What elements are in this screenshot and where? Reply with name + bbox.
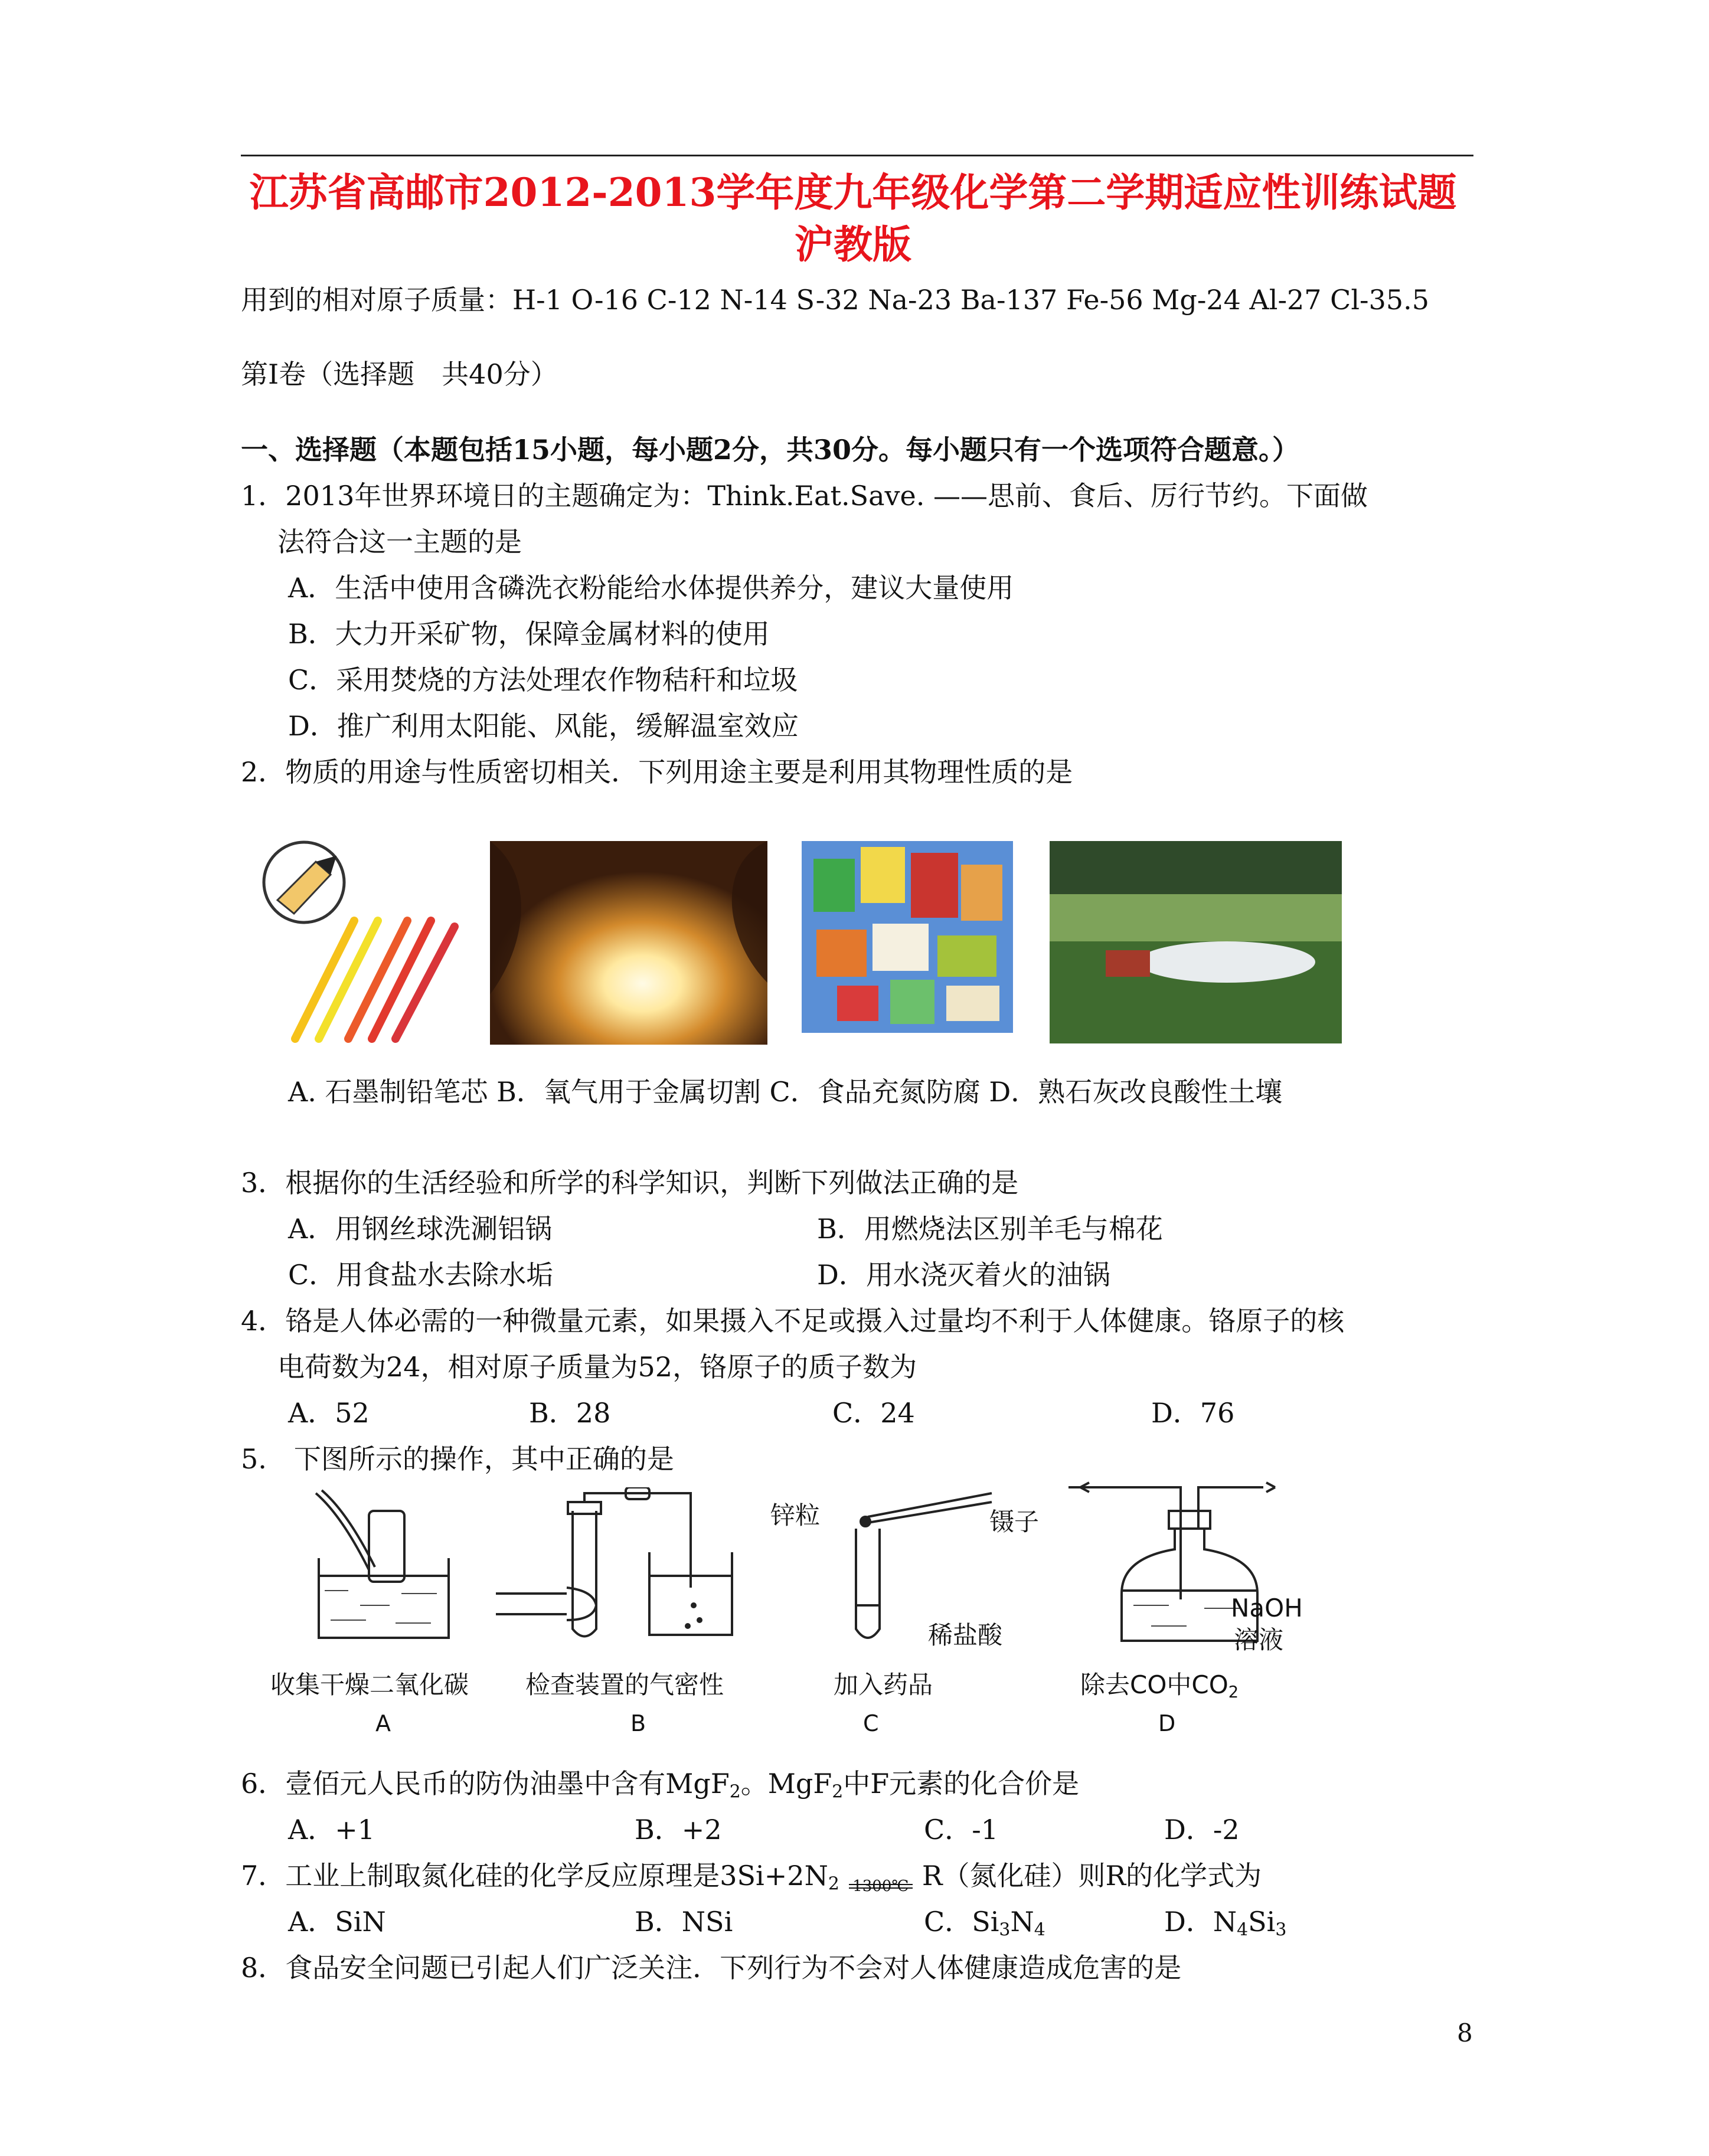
q5-label-zinc: 锌粒 — [770, 1501, 821, 1530]
q5-stem: 5. 下图所示的操作，其中正确的是 — [241, 1443, 674, 1475]
q4-stem: 4．铬是人体必需的一种微量元素，如果摄入不足或摄入过量均不利于人体健康。铬原子的核 — [241, 1305, 1345, 1337]
q5-letter-d: D — [1158, 1710, 1176, 1736]
q7-option-a: A．SiN — [288, 1906, 386, 1938]
q5-letter-a: A — [375, 1710, 391, 1736]
q2-stem: 2．物质的用途与性质密切相关．下列用途主要是利用其物理性质的是 — [241, 756, 1073, 788]
q5-label-tweezers: 镊子 — [989, 1507, 1040, 1536]
section-heading: 一、选择题（本题包括15小题，每小题2分，共30分。每小题只有一个选项符合题意。） — [241, 434, 1300, 466]
q4-option-c: C．24 — [832, 1397, 915, 1429]
q1-option-d: D．推广利用太阳能、风能，缓解温室效应 — [288, 710, 799, 742]
q3-option-b: B．用燃烧法区别羊毛与棉花 — [817, 1213, 1163, 1245]
q1-option-a: A．生活中使用含磷洗衣粉能给水体提供养分，建议大量使用 — [288, 572, 1014, 604]
page-number: 8 — [1457, 2018, 1473, 2047]
q5-caption-c: 加入药品 — [834, 1670, 933, 1699]
reaction-arrow: 1300℃ — [845, 1866, 916, 1890]
lime-field-photo — [1050, 841, 1342, 1043]
q5-caption-a: 收集干燥二氧化碳 — [270, 1670, 469, 1699]
q2-options: A. 石墨制铅笔芯 B．氧气用于金属切割 C．食品充氮防腐 D．熟石灰改良酸性土壤 — [288, 1076, 1283, 1108]
q3-option-d: D．用水浇灭着火的油锅 — [817, 1259, 1110, 1291]
atomic-masses: 用到的相对原子质量：H-1 O-16 C-12 N-14 S-32 Na-23 Ba-137 Fe-56 Mg-24 Al-27 Cl-35.5 — [241, 284, 1430, 316]
q5-label-naoh: NaOH — [1231, 1594, 1303, 1622]
oxygen-cutting-photo — [490, 841, 767, 1045]
header-rule — [241, 155, 1473, 156]
q7-option-d: D．$N_4Si_3$ — [1164, 1906, 1287, 1941]
q3-option-c: C．用食盐水去除水垢 — [288, 1259, 554, 1291]
q5-caption-d: 除去CO中$CO_2$ — [1080, 1670, 1239, 1702]
gas-collection-diagram — [313, 1487, 455, 1641]
q8-stem: 8．食品安全问题已引起人们广泛关注．下列行为不会对人体健康造成危害的是 — [241, 1952, 1182, 1984]
q7-stem: 7．工业上制取氮化硅的化学反应原理是$3Si+2N_2$ 1300℃ R（氮化硅）则R的化学式为 — [241, 1860, 1262, 1895]
q5-caption-b: 检查装置的气密性 — [525, 1670, 724, 1699]
volume-heading: 第Ⅰ卷（选择题 共40分） — [241, 358, 558, 390]
q6-option-b: B．+2 — [635, 1814, 722, 1846]
q5-label-solution: 溶液 — [1234, 1625, 1284, 1654]
q4-option-b: B．28 — [529, 1397, 611, 1429]
q7-option-c: C．$Si_3N_4$ — [924, 1906, 1045, 1941]
q6-option-c: C．-1 — [924, 1814, 999, 1846]
q1-option-b: B．大力开采矿物，保障金属材料的使用 — [288, 618, 770, 650]
q5-letter-c: C — [863, 1710, 879, 1736]
q7-option-b: B．NSi — [635, 1906, 733, 1938]
q1-stem: 1．2013年世界环境日的主题确定为：Think.Eat.Save. ——思前、食后、厉行节约。下面做 — [241, 480, 1368, 512]
q3-stem: 3．根据你的生活经验和所学的科学知识，判断下列做法正确的是 — [241, 1167, 1019, 1199]
q6-option-a: A．+1 — [288, 1814, 375, 1846]
q4-option-d: D．76 — [1151, 1397, 1235, 1429]
doc-title: 江苏省高邮市2012-2013学年度九年级化学第二学期适应性训练试题 — [249, 169, 1457, 215]
q5-label-acid: 稀盐酸 — [928, 1621, 1003, 1650]
q3-option-a: A．用钢丝球洗涮铝锅 — [288, 1213, 553, 1245]
q6-option-d: D．-2 — [1164, 1814, 1240, 1846]
q1-option-c: C．采用焚烧的方法处理农作物秸秆和垃圾 — [288, 664, 798, 696]
q4-option-a: A．52 — [288, 1397, 370, 1429]
food-packages-photo — [802, 841, 1013, 1033]
airtight-check-diagram — [496, 1487, 756, 1647]
q1-stem-cont: 法符合这一主题的是 — [277, 526, 522, 558]
q4-stem-cont: 电荷数为24，相对原子质量为52，铬原子的质子数为 — [277, 1351, 917, 1383]
doc-subtitle: 沪教版 — [795, 221, 911, 267]
q5-letter-b: B — [630, 1710, 646, 1736]
q6-stem: 6．壹佰元人民币的防伪油墨中含有MgF$_2$。MgF$_2$中F元素的化合价是 — [241, 1768, 1080, 1802]
pencils-photo — [283, 909, 466, 1045]
